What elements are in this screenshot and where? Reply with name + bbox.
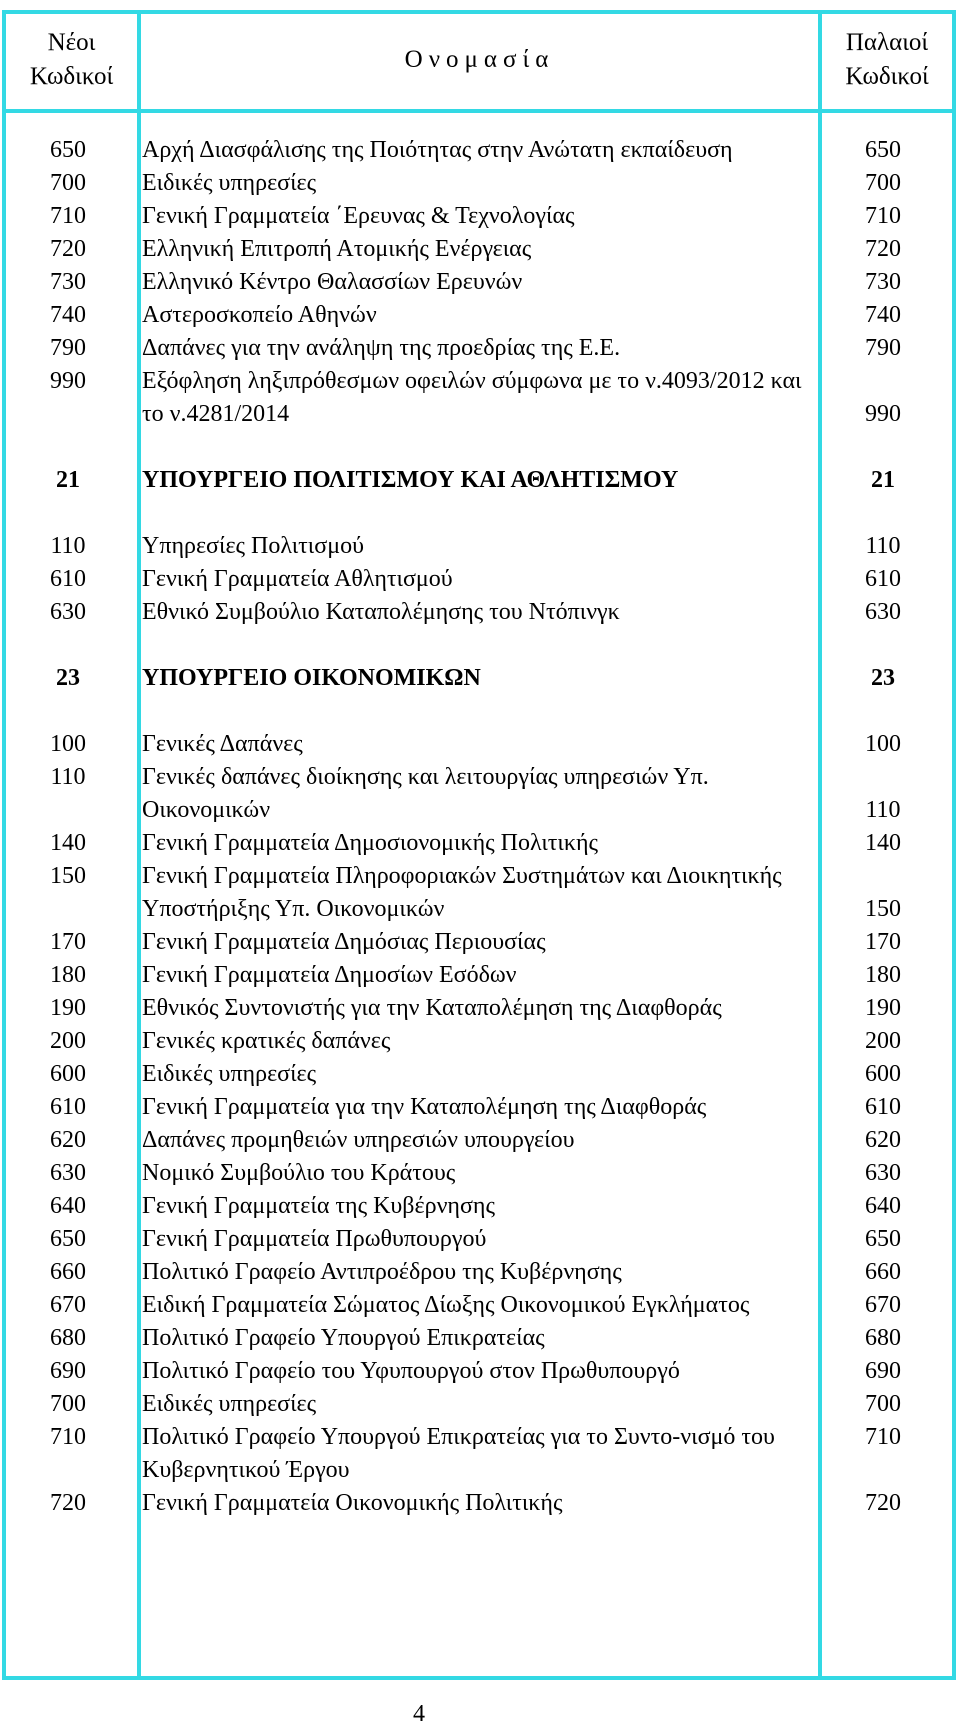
table-row: [0, 860, 960, 926]
old-code: 640: [865, 1193, 901, 1219]
new-code: 630: [50, 1160, 86, 1186]
section-row: [0, 662, 960, 695]
old-code: 790: [865, 335, 901, 361]
item-name: Εθνικός Συντονιστής για την Καταπολέμηση της Διαφθοράς: [142, 995, 722, 1021]
old-code: 710: [865, 203, 901, 229]
old-code: 100: [865, 731, 901, 757]
old-code: 720: [865, 1490, 901, 1516]
item-name: Υπηρεσίες Πολιτισμού: [142, 533, 364, 559]
new-code: 690: [50, 1358, 86, 1384]
table-row: [0, 167, 960, 200]
old-code: 660: [865, 1259, 901, 1285]
table-row: [0, 1091, 960, 1124]
ministry-name: ΥΠΟΥΡΓΕΙΟ ΠΟΛΙΤΙΣΜΟΥ ΚΑΙ ΑΘΛΗΤΙΣΜΟΥ: [142, 467, 679, 493]
table-row: [0, 266, 960, 299]
new-code: 990: [50, 368, 86, 394]
new-code: 680: [50, 1325, 86, 1351]
item-name: Γενική Γραμματεία Πρωθυπουργού: [142, 1226, 487, 1252]
old-code: 710: [865, 1424, 901, 1450]
table-row: [0, 596, 960, 629]
item-name: Γενικές δαπάνες διοίκησης και λειτουργίας υπηρεσιών Υπ. Οικονομικών: [142, 764, 709, 823]
item-name: Ειδικές υπηρεσίες: [142, 170, 317, 196]
new-code: 720: [50, 1490, 86, 1516]
new-code: 200: [50, 1028, 86, 1054]
table-row: [0, 365, 960, 431]
table-row: [0, 134, 960, 167]
item-name: Γενική Γραμματεία Δημοσίων Εσόδων: [142, 962, 517, 988]
item-name: Δαπάνες προμηθειών υπηρεσιών υπουργείου: [142, 1127, 575, 1153]
table-row: [0, 926, 960, 959]
item-name: Γενικές κρατικές δαπάνες: [142, 1028, 391, 1054]
old-code: 170: [865, 929, 901, 955]
new-code: 630: [50, 599, 86, 625]
item-name: Ειδικές υπηρεσίες: [142, 1391, 317, 1417]
old-code: 600: [865, 1061, 901, 1087]
new-code: 710: [50, 203, 86, 229]
item-name: Πολιτικό Γραφείο του Υφυπουργού στον Πρωθυπουργό: [142, 1358, 680, 1384]
new-code: 640: [50, 1193, 86, 1219]
old-code: 190: [865, 995, 901, 1021]
spacer: [0, 497, 960, 530]
new-code: 150: [50, 863, 86, 889]
new-code: 110: [50, 533, 86, 559]
new-code: 670: [50, 1292, 86, 1318]
table-row: [0, 1025, 960, 1058]
table-row: [0, 1355, 960, 1388]
table-row: [0, 992, 960, 1025]
table-row: [0, 1157, 960, 1190]
table-row: [0, 1124, 960, 1157]
spacer: [0, 629, 960, 662]
new-code: 790: [50, 335, 86, 361]
table-row: [0, 200, 960, 233]
new-code: 700: [50, 170, 86, 196]
old-code: 110: [865, 533, 901, 559]
new-code: 700: [50, 1391, 86, 1417]
old-code: 110: [865, 797, 901, 823]
old-code: 700: [865, 1391, 901, 1417]
header-divider: [2, 109, 956, 113]
old-code: 700: [865, 170, 901, 196]
new-code: 180: [50, 962, 86, 988]
old-code: 180: [865, 962, 901, 988]
old-code: 720: [865, 236, 901, 262]
table-row: [0, 1487, 960, 1520]
table-row: [0, 1322, 960, 1355]
old-code: 740: [865, 302, 901, 328]
old-code: 23: [871, 665, 895, 691]
old-code: 200: [865, 1028, 901, 1054]
table-row: [0, 761, 960, 827]
header-name: Ονομασία: [404, 45, 555, 73]
new-code: 610: [50, 566, 86, 592]
new-code: 23: [56, 665, 80, 691]
header-old-codes: Παλαιοί Κωδικοί: [845, 28, 929, 90]
new-code: 620: [50, 1127, 86, 1153]
table-row: [0, 1058, 960, 1091]
item-name: Αρχή Διασφάλισης της Ποιότητας στην Ανώτατη εκπαίδευση: [142, 137, 733, 163]
item-name: Γενική Γραμματεία ΄Ερευνας & Τεχνολογίας: [142, 203, 575, 229]
table-row: [0, 1190, 960, 1223]
new-code: 190: [50, 995, 86, 1021]
table-row: [0, 728, 960, 761]
old-code: 140: [865, 830, 901, 856]
new-code: 100: [50, 731, 86, 757]
ministry-name: ΥΠΟΥΡΓΕΙΟ ΟΙΚΟΝΟΜΙΚΩΝ: [142, 665, 481, 691]
old-code: 680: [865, 1325, 901, 1351]
item-name: Ειδικές υπηρεσίες: [142, 1061, 317, 1087]
new-code: 650: [50, 1226, 86, 1252]
new-code: 720: [50, 236, 86, 262]
table-row: [0, 332, 960, 365]
old-code: 690: [865, 1358, 901, 1384]
section-row: [0, 464, 960, 497]
old-code: 610: [865, 1094, 901, 1120]
new-code: 730: [50, 269, 86, 295]
item-name: Ελληνική Επιτροπή Ατομικής Ενέργειας: [142, 236, 532, 262]
new-code: 610: [50, 1094, 86, 1120]
table-row: [0, 1289, 960, 1322]
spacer: [0, 431, 960, 464]
table-row: [0, 1388, 960, 1421]
item-name: Ειδική Γραμματεία Σώματος Δίωξης Οικονομικού Εγκλήματος: [142, 1292, 750, 1318]
item-name: Γενική Γραμματεία για την Καταπολέμηση της Διαφθοράς: [142, 1094, 707, 1120]
table-row: [0, 1223, 960, 1256]
table-row: [0, 563, 960, 596]
table-body: [0, 134, 960, 1520]
table-row: [0, 959, 960, 992]
table-row: [0, 233, 960, 266]
item-name: Πολιτικό Γραφείο Αντιπροέδρου της Κυβέρνησης: [142, 1259, 622, 1285]
item-name: Γενική Γραμματεία Αθλητισμού: [142, 566, 453, 592]
item-name: Αστεροσκοπείο Αθηνών: [142, 302, 377, 328]
item-name: Εξόφληση ληξιπρόθεσμων οφειλών σύμφωνα με το ν.4093/2012 και το ν.4281/2014: [142, 368, 802, 427]
item-name: Γενική Γραμματεία Δημοσιονομικής Πολιτικής: [142, 830, 599, 856]
header-new-codes: Νέοι Κωδικοί: [29, 28, 114, 90]
table-row: [0, 1256, 960, 1289]
new-code: 660: [50, 1259, 86, 1285]
spacer: [0, 695, 960, 728]
old-code: 730: [865, 269, 901, 295]
item-name: Γενική Γραμματεία Δημόσιας Περιουσίας: [142, 929, 546, 955]
new-code: 600: [50, 1061, 86, 1087]
item-name: Γενικές Δαπάνες: [142, 731, 303, 757]
table-row: [0, 530, 960, 563]
border-bottom: [2, 1676, 956, 1680]
old-code: 630: [865, 1160, 901, 1186]
old-code: 990: [865, 401, 901, 427]
new-code: 710: [50, 1424, 86, 1450]
old-code: 650: [865, 137, 901, 163]
item-name: Πολιτικό Γραφείο Υπουργού Επικρατείας για το Συντο-νισμό του Κυβερνητικού Έργου: [142, 1424, 775, 1483]
item-name: Γενική Γραμματεία Οικονομικής Πολιτικής: [142, 1490, 563, 1516]
new-code: 140: [50, 830, 86, 856]
new-code: 650: [50, 137, 86, 163]
old-code: 670: [865, 1292, 901, 1318]
item-name: Γενική Γραμματεία Πληροφοριακών Συστημάτων και Διοικητικής Υποστήριξης Υπ. Οικονομικών: [142, 863, 782, 922]
page-number: 4: [413, 1701, 425, 1727]
table-row: [0, 1421, 960, 1487]
old-code: 21: [871, 467, 895, 493]
new-code: 170: [50, 929, 86, 955]
new-code: 21: [56, 467, 80, 493]
table-row: [0, 299, 960, 332]
item-name: Δαπάνες για την ανάληψη της προεδρίας της Ε.Ε.: [142, 335, 621, 361]
table-row: [0, 827, 960, 860]
item-name: Πολιτικό Γραφείο Υπουργού Επικρατείας: [142, 1325, 545, 1351]
old-code: 620: [865, 1127, 901, 1153]
item-name: Νομικό Συμβούλιο του Κράτους: [142, 1160, 456, 1186]
item-name: Γενική Γραμματεία της Κυβέρνησης: [142, 1193, 495, 1219]
old-code: 610: [865, 566, 901, 592]
old-code: 650: [865, 1226, 901, 1252]
old-code: 630: [865, 599, 901, 625]
item-name: Εθνικό Συμβούλιο Καταπολέμησης του Ντόπινγκ: [142, 599, 620, 625]
item-name: Ελληνικό Κέντρο Θαλασσίων Ερευνών: [142, 269, 523, 295]
new-code: 110: [50, 764, 86, 790]
old-code: 150: [865, 896, 901, 922]
new-code: 740: [50, 302, 86, 328]
